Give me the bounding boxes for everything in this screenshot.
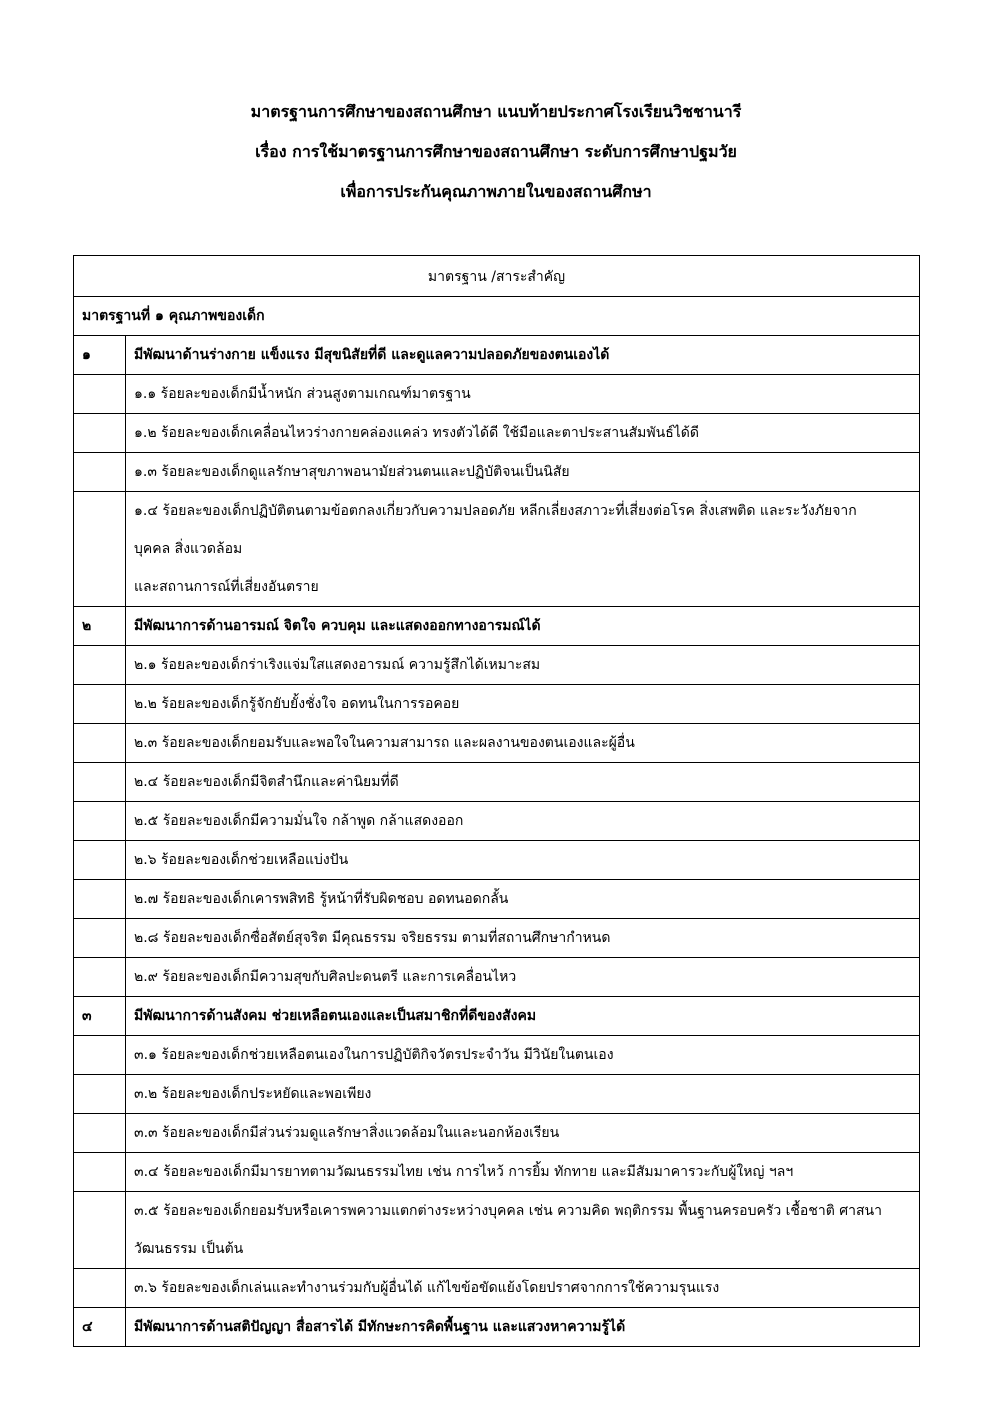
table-row (74, 1308, 920, 1347)
table-row (74, 802, 920, 841)
indicator-item: ๒.๔ ร้อยละของเด็กมีจิตสำนึกและค่านิยมที่ดี (126, 763, 920, 802)
header-line-2: เรื่อง การใช้มาตรฐานการศึกษาของสถานศึกษา ระดับการศึกษาปฐมวัย (255, 142, 737, 161)
indicator-item: ๓.๔ ร้อยละของเด็กมีมารยาทตามวัฒนธรรมไทย เช่น การไหว้ การยิ้ม ทักทาย และมีสัมมาคารวะกับผู้ใหญ่ ฯลฯ (126, 1153, 920, 1192)
group-title: มีพัฒนาการด้านสังคม ช่วยเหลือตนเองและเป็นสมาชิกที่ดีของสังคม (126, 997, 920, 1036)
table-row (74, 375, 920, 414)
indicator-line: ๑.๔ ร้อยละของเด็กปฏิบัติตนตามข้อตกลงเกี่ยวกับความปลอดภัย หลีกเลี่ยงสภาวะที่เสี่ยงต่อโรค สิ่งเสพติด และระวังภัยจาก (134, 503, 857, 519)
table-row (74, 607, 920, 646)
table-row (74, 958, 920, 997)
table-row (74, 1114, 920, 1153)
indicator-item: ๓.๒ ร้อยละของเด็กประหยัดและพอเพียง (126, 1075, 920, 1114)
indicator-line: บุคคล สิ่งแวดล้อม (134, 541, 243, 557)
table-title: มาตรฐาน /สาระสำคัญ (74, 256, 920, 297)
group-title: มีพัฒนาการด้านอารมณ์ จิตใจ ควบคุม และแสดงออกทางอารมณ์ได้ (126, 607, 920, 646)
table-row (74, 685, 920, 724)
indicator-item: ๑.๑ ร้อยละของเด็กมีน้ำหนัก ส่วนสูงตามเกณฑ์มาตรฐาน (126, 375, 920, 414)
indicator-item: ๑.๒ ร้อยละของเด็กเคลื่อนไหวร่างกายคล่องแคล่ว ทรงตัวได้ดี ใช้มือและตาประสานสัมพันธ์ได้ดี (126, 414, 920, 453)
indicator-item: ๒.๘ ร้อยละของเด็กซื่อสัตย์สุจริต มีคุณธรรม จริยธรรม ตามที่สถานศึกษากำหนด (126, 919, 920, 958)
standard-heading: มาตรฐานที่ ๑ คุณภาพของเด็ก (74, 297, 920, 336)
group-title: มีพัฒนาด้านร่างกาย แข็งแรง มีสุขนิสัยที่ดี และดูแลความปลอดภัยของตนเองได้ (126, 336, 920, 375)
indicator-item: ๒.๖ ร้อยละของเด็กช่วยเหลือแบ่งปัน (126, 841, 920, 880)
document-header (0, 92, 992, 212)
table-row (74, 492, 920, 607)
table-row (74, 724, 920, 763)
table-row (74, 1192, 920, 1269)
indicator-item: ๒.๕ ร้อยละของเด็กมีความมั่นใจ กล้าพูด กล้าแสดงออก (126, 802, 920, 841)
table-row (74, 1153, 920, 1192)
indicator-item: ๑.๓ ร้อยละของเด็กดูแลรักษาสุขภาพอนามัยส่วนตนและปฏิบัติจนเป็นนิสัย (126, 453, 920, 492)
indicator-item: ๓.๓ ร้อยละของเด็กมีส่วนร่วมดูแลรักษาสิ่งแวดล้อมในและนอกห้องเรียน (126, 1114, 920, 1153)
standards-table (73, 255, 920, 1347)
indicator-item: ๓.๖ ร้อยละของเด็กเล่นและทำงานร่วมกับผู้อื่นได้ แก้ไขข้อขัดแย้งโดยปราศจากการใช้ความรุนแรง (126, 1269, 920, 1308)
table-row (74, 1036, 920, 1075)
indicator-item: ๒.๙ ร้อยละของเด็กมีความสุขกับศิลปะดนตรี และการเคลื่อนไหว (126, 958, 920, 997)
indicator-item (126, 1192, 920, 1269)
indicator-item: ๒.๓ ร้อยละของเด็กยอมรับและพอใจในความสามารถ และผลงานของตนเองและผู้อื่น (126, 724, 920, 763)
table-row (74, 919, 920, 958)
indicator-line: ๓.๕ ร้อยละของเด็กยอมรับหรือเคารพความแตกต่างระหว่างบุคคล เช่น ความคิด พฤติกรรม พื้นฐานครอบครัว เชื้อชาติ ศาสนา (134, 1203, 882, 1219)
indicator-item: ๒.๒ ร้อยละของเด็กรู้จักยับยั้งชั่งใจ อดทนในการรอคอย (126, 685, 920, 724)
table-row (74, 336, 920, 375)
header-line-1: มาตรฐานการศึกษาของสถานศึกษา แนบท้ายประกาศโรงเรียนวิชชานารี (250, 102, 742, 121)
indicator-item: ๓.๑ ร้อยละของเด็กช่วยเหลือตนเองในการปฏิบัติกิจวัตรประจำวัน มีวินัยในตนเอง (126, 1036, 920, 1075)
group-number: ๓ (74, 997, 126, 1036)
group-number: ๔ (74, 1308, 126, 1347)
table-row (74, 997, 920, 1036)
table-row (74, 453, 920, 492)
table-row (74, 1269, 920, 1308)
indicator-item (126, 492, 920, 607)
table-row (74, 414, 920, 453)
table-row (74, 1075, 920, 1114)
table-row (74, 763, 920, 802)
indicator-line: และสถานการณ์ที่เสี่ยงอันตราย (134, 579, 319, 595)
indicator-line: วัฒนธรรม เป็นต้น (134, 1241, 244, 1257)
indicator-item: ๒.๑ ร้อยละของเด็กร่าเริงแจ่มใสแสดงอารมณ์ ความรู้สึกได้เหมาะสม (126, 646, 920, 685)
table-row (74, 646, 920, 685)
group-number: ๒ (74, 607, 126, 646)
table-row (74, 880, 920, 919)
group-title: มีพัฒนาการด้านสติปัญญา สื่อสารได้ มีทักษะการคิดพื้นฐาน และแสวงหาความรู้ได้ (126, 1308, 920, 1347)
table-row (74, 841, 920, 880)
indicator-item: ๒.๗ ร้อยละของเด็กเคารพสิทธิ รู้หน้าที่รับผิดชอบ อดทนอดกลั้น (126, 880, 920, 919)
header-line-3: เพื่อการประกันคุณภาพภายในของสถานศึกษา (340, 182, 652, 201)
group-number: ๑ (74, 336, 126, 375)
